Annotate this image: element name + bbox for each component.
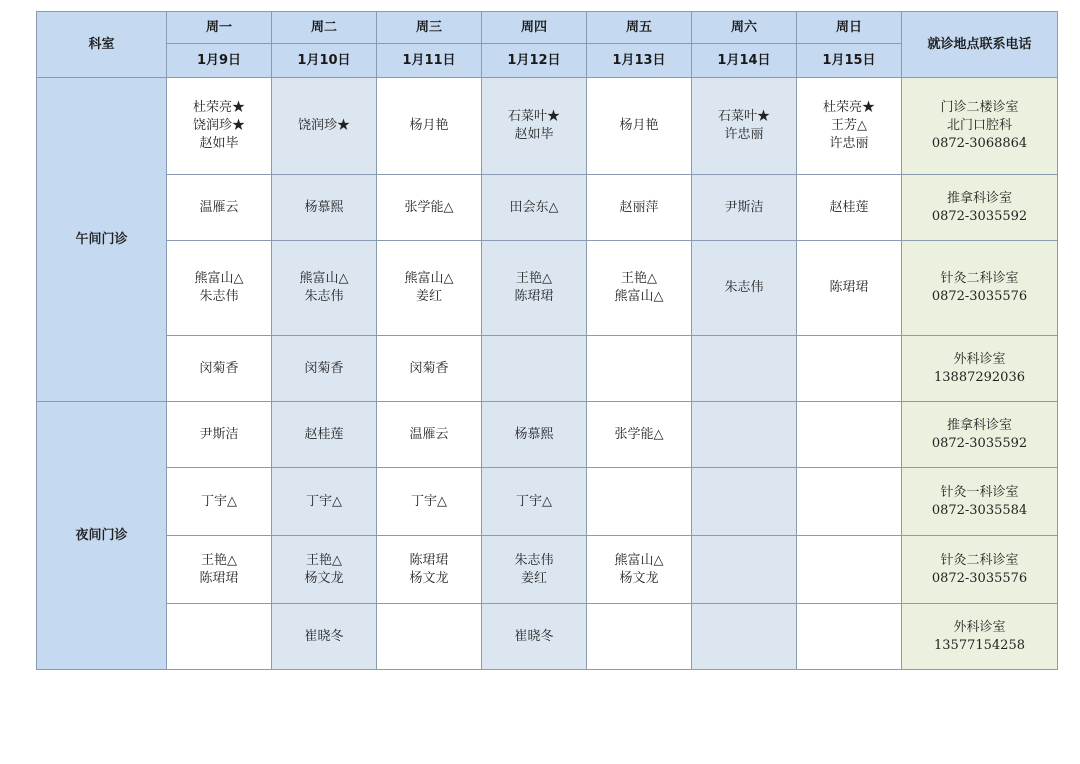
doctor-cell [797, 604, 902, 670]
doctor-name: 闵菊香 [409, 360, 449, 376]
phone-number: 0872-3035576 [931, 570, 1028, 586]
doctor-name: 温雁云 [199, 199, 239, 215]
doctor-name: 赵如毕 [514, 127, 554, 142]
doctor-name: 许忠丽 [724, 127, 764, 142]
doctor-name: 田会东△ [509, 199, 559, 215]
doctor-cell [482, 336, 587, 402]
doctor-name: 尹斯洁 [724, 199, 764, 215]
schedule-row [37, 468, 1058, 536]
doctor-cell [797, 336, 902, 402]
location-name: 门诊二楼诊室 [940, 100, 1019, 115]
noon-section-label: 午间门诊 [37, 78, 167, 402]
weekday-row [37, 12, 1058, 44]
doctor-cell [482, 241, 587, 336]
weekday-header: 周五 [587, 12, 692, 44]
doctor-name: 杨月艳 [409, 118, 449, 133]
doctor-name: 陈珺珺 [514, 289, 554, 304]
doctor-name: 崔晓冬 [514, 628, 554, 644]
doctor-cell [797, 78, 902, 175]
doctor-name: 熊富山△ [194, 271, 244, 286]
schedule-header [37, 12, 1058, 78]
doctor-cell [167, 402, 272, 468]
doctor-cell [377, 468, 482, 536]
doctor-name: 朱志伟 [514, 552, 554, 568]
doctor-cell [167, 241, 272, 336]
doctor-cell [272, 604, 377, 670]
doctor-name: 杨慕熙 [514, 426, 554, 442]
doctor-cell [377, 175, 482, 241]
doctor-name: 丁宇△ [411, 493, 447, 509]
date-header: 1月11日 [377, 44, 482, 78]
weekday-header: 周六 [692, 12, 797, 44]
doctor-name: 闵菊香 [199, 360, 239, 376]
location-name: 北门口腔科 [946, 118, 1012, 133]
doctor-cell [377, 78, 482, 175]
doctor-cell [587, 241, 692, 336]
doctor-cell [377, 536, 482, 604]
doctor-name: 杨文龙 [304, 570, 344, 586]
doctor-name: 尹斯洁 [199, 426, 239, 442]
doctor-name: 崔晓冬 [304, 628, 344, 644]
doctor-name: 赵桂莲 [829, 199, 869, 215]
location-cell [902, 402, 1058, 468]
date-header: 1月12日 [482, 44, 587, 78]
doctor-name: 熊富山△ [614, 289, 664, 304]
schedule-row [37, 175, 1058, 241]
doctor-cell [377, 604, 482, 670]
doctor-cell [587, 604, 692, 670]
doctor-cell [692, 468, 797, 536]
night-section-label: 夜间门诊 [37, 402, 167, 670]
doctor-cell [167, 175, 272, 241]
doctor-name: 朱志伟 [304, 289, 344, 304]
doctor-cell [272, 78, 377, 175]
date-header: 1月14日 [692, 44, 797, 78]
doctor-name: 熊富山△ [299, 271, 349, 286]
schedule-table [36, 11, 1058, 670]
location-cell [902, 604, 1058, 670]
doctor-cell [482, 468, 587, 536]
phone-number: 0872-3068864 [931, 136, 1028, 151]
phone-number: 0872-3035576 [931, 289, 1028, 304]
doctor-cell [272, 536, 377, 604]
doctor-cell [167, 78, 272, 175]
doctor-name: 陈珺珺 [409, 552, 449, 568]
doctor-cell [482, 402, 587, 468]
doctor-cell [272, 402, 377, 468]
doctor-cell [797, 468, 902, 536]
doctor-cell [482, 78, 587, 175]
doctor-name: 赵如毕 [199, 136, 239, 151]
location-name: 外科诊室 [953, 619, 1006, 635]
doctor-name: 张学能△ [404, 199, 454, 215]
doctor-cell [797, 175, 902, 241]
doctor-name: 丁宇△ [306, 493, 342, 509]
doctor-cell [482, 536, 587, 604]
phone-number: 0872-3035592 [931, 208, 1028, 224]
doctor-name: 陈珺珺 [829, 280, 869, 295]
doctor-cell [587, 402, 692, 468]
doctor-cell [587, 175, 692, 241]
doctor-cell [797, 402, 902, 468]
schedule-row [37, 336, 1058, 402]
location-name: 外科诊室 [953, 351, 1006, 367]
doctor-cell [692, 175, 797, 241]
doctor-cell [587, 468, 692, 536]
doctor-cell [377, 402, 482, 468]
doctor-cell [587, 536, 692, 604]
doctor-cell [272, 241, 377, 336]
doctor-cell [482, 604, 587, 670]
doctor-name: 许忠丽 [829, 136, 869, 151]
location-cell [902, 336, 1058, 402]
doctor-cell [167, 468, 272, 536]
doctor-cell [377, 336, 482, 402]
doctor-name: 熊富山△ [404, 271, 454, 286]
dept-header: 科室 [37, 12, 167, 78]
doctor-name: 杨慕熙 [304, 199, 344, 215]
location-name: 针灸一科诊室 [940, 484, 1019, 500]
weekday-header: 周四 [482, 12, 587, 44]
doctor-cell [377, 241, 482, 336]
doctor-cell [692, 241, 797, 336]
doctor-name: 石菜叶★ [507, 109, 560, 124]
weekday-header: 周二 [272, 12, 377, 44]
phone-number: 0872-3035592 [931, 435, 1028, 451]
doctor-cell [797, 241, 902, 336]
doctor-name: 饶润珍★ [192, 118, 245, 133]
doctor-name: 杜荣亮★ [192, 100, 245, 115]
doctor-cell [272, 336, 377, 402]
date-header: 1月15日 [797, 44, 902, 78]
location-cell [902, 175, 1058, 241]
doctor-name: 熊富山△ [614, 552, 664, 568]
doctor-cell [692, 78, 797, 175]
location-name: 推拿科诊室 [946, 190, 1012, 206]
schedule-row [37, 536, 1058, 604]
location-header: 就诊地点联系电话 [902, 12, 1058, 78]
phone-number: 13887292036 [934, 369, 1025, 385]
doctor-cell [272, 468, 377, 536]
schedule-row [37, 241, 1058, 336]
doctor-name: 闵菊香 [304, 360, 344, 376]
doctor-cell [587, 336, 692, 402]
doctor-name: 饶润珍★ [297, 118, 350, 133]
doctor-name: 王芳△ [831, 118, 867, 133]
weekday-header: 周一 [167, 12, 272, 44]
doctor-cell [692, 402, 797, 468]
doctor-name: 赵桂莲 [304, 426, 344, 442]
doctor-name: 王艳△ [621, 271, 657, 286]
location-cell [902, 241, 1058, 336]
doctor-name: 姜红 [415, 289, 442, 304]
doctor-cell [167, 536, 272, 604]
doctor-name: 王艳△ [306, 552, 342, 568]
doctor-cell [692, 536, 797, 604]
location-cell [902, 468, 1058, 536]
date-header: 1月13日 [587, 44, 692, 78]
doctor-cell [797, 536, 902, 604]
location-name: 针灸二科诊室 [940, 271, 1019, 286]
date-header: 1月9日 [167, 44, 272, 78]
doctor-cell [692, 604, 797, 670]
doctor-name: 朱志伟 [199, 289, 239, 304]
date-header: 1月10日 [272, 44, 377, 78]
doctor-name: 石菜叶★ [717, 109, 770, 124]
schedule-body [37, 78, 1058, 670]
doctor-cell [482, 175, 587, 241]
weekday-header: 周三 [377, 12, 482, 44]
location-cell [902, 536, 1058, 604]
phone-number: 13577154258 [934, 637, 1025, 653]
doctor-name: 杨月艳 [619, 118, 659, 133]
doctor-name: 杨文龙 [409, 570, 449, 586]
doctor-name: 张学能△ [614, 426, 664, 442]
doctor-name: 姜红 [520, 570, 547, 586]
schedule-row [37, 604, 1058, 670]
doctor-name: 杨文龙 [619, 570, 659, 586]
weekday-header: 周日 [797, 12, 902, 44]
location-cell [902, 78, 1058, 175]
doctor-name: 王艳△ [201, 552, 237, 568]
doctor-name: 陈珺珺 [199, 570, 239, 586]
phone-number: 0872-3035584 [931, 502, 1028, 518]
doctor-name: 丁宇△ [201, 493, 237, 509]
doctor-cell [587, 78, 692, 175]
doctor-name: 丁宇△ [516, 493, 552, 509]
doctor-cell [167, 336, 272, 402]
doctor-name: 朱志伟 [724, 280, 764, 295]
doctor-cell [167, 604, 272, 670]
location-name: 推拿科诊室 [946, 417, 1012, 433]
doctor-name: 赵丽萍 [619, 199, 659, 215]
doctor-name: 王艳△ [516, 271, 552, 286]
doctor-name: 温雁云 [409, 426, 449, 442]
schedule-row [37, 78, 1058, 175]
doctor-cell [272, 175, 377, 241]
schedule-row [37, 402, 1058, 468]
doctor-cell [692, 336, 797, 402]
location-name: 针灸二科诊室 [940, 552, 1019, 568]
doctor-name: 杜荣亮★ [822, 100, 875, 115]
